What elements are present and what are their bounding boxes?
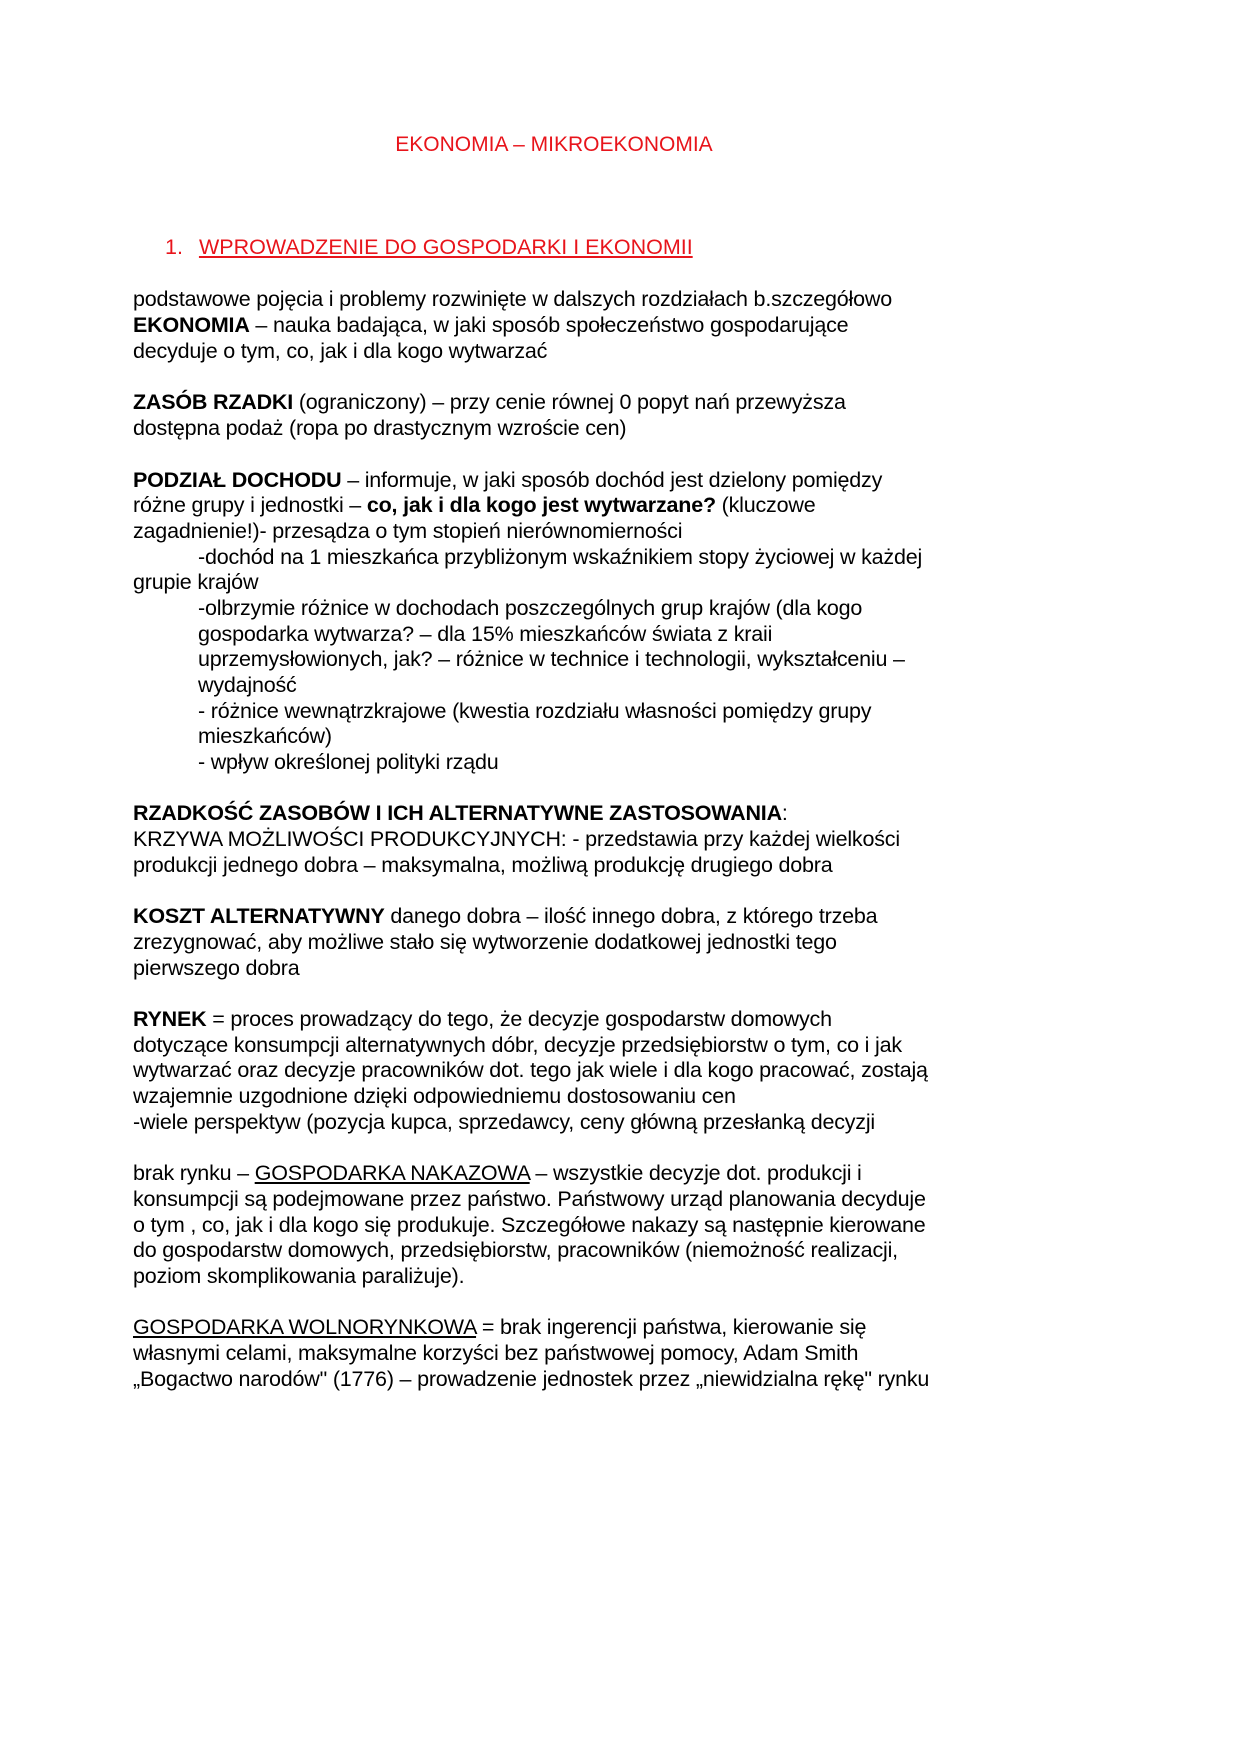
bold-term: RZADKOŚĆ ZASOBÓW I ICH ALTERNATYWNE ZASTOSOWANIA	[133, 801, 782, 825]
text-line	[198, 595, 862, 621]
text-segment: -wiele perspektyw (pozycja kupca, sprzedawcy, ceny główną przesłanką decyzji	[133, 1110, 876, 1134]
text-segment: – wszystkie decyzje dot. produkcji i	[529, 1161, 862, 1185]
text-segment: KRZYWA MOŻLIWOŚCI PRODUKCYJNYCH: - przedstawia przy każdej wielkości	[133, 827, 900, 851]
text-segment: podstawowe pojęcia i problemy rozwinięte w dalszych rozdziałach b.szczegółowo	[133, 287, 892, 311]
text-segment: grupie krajów	[133, 570, 259, 594]
text-line	[198, 544, 922, 570]
text-line	[133, 1366, 929, 1392]
text-segment: (kluczowe	[715, 493, 816, 517]
text-line	[133, 1006, 832, 1032]
text-segment: - wpływ określonej polityki rządu	[198, 750, 499, 774]
text-line	[133, 415, 626, 441]
bold-term: co, jak i dla kogo jest wytwarzane?	[366, 493, 716, 517]
bold-term: KOSZT ALTERNATYWNY	[133, 904, 385, 928]
text-line	[133, 1160, 862, 1186]
text-line	[198, 672, 297, 698]
text-line	[133, 569, 258, 595]
text-line	[198, 621, 772, 647]
text-line	[133, 826, 900, 852]
document-title: EKONOMIA – MIKROEKONOMIA	[395, 133, 713, 156]
text-segment: wzajemnie uzgodnione dzięki odpowiedniemu dostosowaniu cen	[133, 1084, 736, 1108]
text-segment: wytwarzać oraz decyzje pracowników dot. tego jak wiele i dla kogo pracować, zostają	[133, 1058, 928, 1082]
text-segment: gospodarka wytwarza? – dla 15% mieszkańców świata z kraii	[198, 622, 773, 646]
text-line	[133, 1340, 858, 1366]
bold-term: EKONOMIA	[133, 313, 250, 337]
text-line	[133, 1057, 928, 1083]
text-line	[133, 1109, 875, 1135]
text-segment: = proces prowadzący do tego, że decyzje gospodarstw domowych	[206, 1007, 832, 1031]
text-line	[133, 1314, 866, 1340]
bold-term: RYNEK	[133, 1007, 207, 1031]
text-segment: różne grupy i jednostki –	[133, 493, 367, 517]
text-line	[133, 800, 788, 826]
text-line	[133, 903, 877, 929]
text-segment: dostępna podaż (ropa po drastycznym wzroście cen)	[133, 416, 627, 440]
text-line	[133, 312, 848, 338]
text-line	[133, 286, 892, 312]
text-line	[133, 467, 882, 493]
text-line	[133, 852, 833, 878]
text-segment: konsumpcji są podejmowane przez państwo. Państwowy urząd planowania decyduje	[133, 1187, 926, 1211]
text-line	[133, 492, 815, 518]
text-line	[133, 929, 837, 955]
text-segment: własnymi celami, maksymalne korzyści bez państwowej pomocy, Adam Smith	[133, 1341, 859, 1365]
text-segment: danego dobra – ilość innego dobra, z którego trzeba	[384, 904, 878, 928]
text-segment: brak rynku –	[133, 1161, 255, 1185]
text-line	[198, 646, 905, 672]
text-line	[133, 338, 547, 364]
text-segment: mieszkańców)	[198, 724, 332, 748]
text-segment: -olbrzymie różnice w dochodach poszczególnych grup krajów (dla kogo	[198, 596, 863, 620]
text-line	[133, 1212, 926, 1238]
text-line	[133, 1237, 898, 1263]
section-number: 1.	[165, 235, 183, 259]
text-segment: poziom skomplikowania paraliżuje).	[133, 1264, 465, 1288]
text-line	[133, 1083, 736, 1109]
text-segment: :	[781, 801, 788, 825]
text-line	[133, 1263, 464, 1289]
text-line	[133, 955, 300, 981]
text-line	[133, 1186, 926, 1212]
text-segment: – informuje, w jaki sposób dochód jest dzielony pomiędzy	[341, 468, 883, 492]
text-segment: zagadnienie!)- przesądza o tym stopień nierównomierności	[133, 519, 683, 543]
section-heading-text: WPROWADZENIE DO GOSPODARKI I EKONOMII	[198, 235, 693, 259]
bold-term: PODZIAŁ DOCHODU	[133, 468, 342, 492]
text-segment: -dochód na 1 mieszkańca przybliżonym wskaźnikiem stopy życiowej w każdej	[198, 545, 923, 569]
text-segment: produkcji jednego dobra – maksymalna, możliwą produkcję drugiego dobra	[133, 853, 833, 877]
text-segment: – nauka badająca, w jaki sposób społeczeństwo gospodarujące	[249, 313, 849, 337]
bold-term: ZASÓB RZADKI	[133, 390, 294, 414]
text-line	[198, 723, 332, 749]
text-segment: dotyczące konsumpcji alternatywnych dóbr, decyzje przedsiębiorstw o tym, co i jak	[133, 1033, 902, 1057]
text-line	[133, 389, 846, 415]
text-line	[133, 518, 682, 544]
text-line	[198, 698, 871, 724]
underlined-term: GOSPODARKA NAKAZOWA	[254, 1161, 530, 1185]
text-segment: pierwszego dobra	[133, 956, 300, 980]
text-segment: o tym , co, jak i dla kogo się produkuje. Szczegółowe nakazy są następnie kierowane	[133, 1213, 926, 1237]
section-heading	[165, 235, 693, 260]
text-segment: decyduje o tym, co, jak i dla kogo wytwarzać	[133, 339, 548, 363]
text-segment: - różnice wewnątrzkrajowe (kwestia rozdziału własności pomiędzy grupy	[198, 699, 872, 723]
text-line	[133, 1032, 902, 1058]
text-segment: wydajność	[198, 673, 297, 697]
text-segment: uprzemysłowionych, jak? – różnice w technice i technologii, wykształceniu –	[198, 647, 905, 671]
text-segment: „Bogactwo narodów" (1776) – prowadzenie jednostek przez „niewidzialna rękę" rynku	[133, 1367, 930, 1391]
text-segment: = brak ingerencji państwa, kierowanie się	[476, 1315, 867, 1339]
text-segment: (ograniczony) – przy cenie równej 0 popyt nań przewyższa	[293, 390, 846, 414]
underlined-term: GOSPODARKA WOLNORYNKOWA	[133, 1315, 477, 1339]
text-segment: zrezygnować, aby możliwe stało się wytworzenie dodatkowej jednostki tego	[133, 930, 837, 954]
text-segment: do gospodarstw domowych, przedsiębiorstw, pracowników (niemożność realizacji,	[133, 1238, 898, 1262]
text-line	[198, 749, 499, 775]
